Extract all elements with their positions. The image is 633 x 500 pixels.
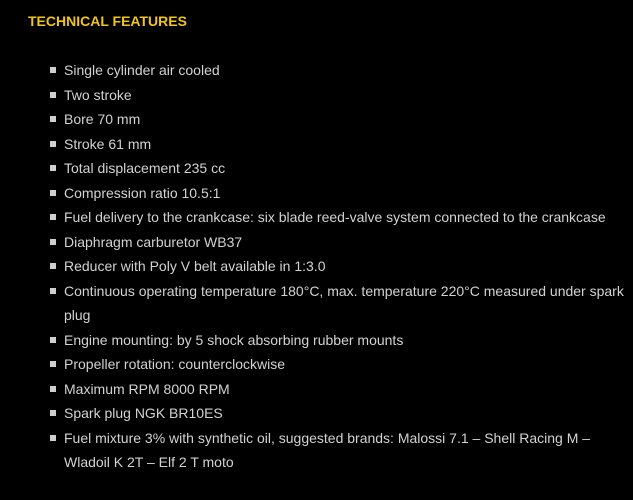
list-item bbox=[50, 426, 625, 475]
list-item-text: Fuel delivery to the crankcase: six blade reed-valve system connected to the crankcase bbox=[64, 209, 606, 225]
list-item bbox=[50, 205, 625, 230]
square-bullet-icon bbox=[50, 116, 56, 122]
list-item-text: Propeller rotation: counterclockwise bbox=[64, 356, 285, 372]
list-item-text: Engine mounting: by 5 shock absorbing rubber mounts bbox=[64, 331, 404, 348]
list-item bbox=[50, 181, 625, 206]
square-bullet-icon bbox=[50, 288, 56, 294]
square-bullet-icon bbox=[50, 92, 56, 98]
list-item bbox=[50, 83, 625, 108]
list-item bbox=[50, 254, 625, 279]
list-item-text: Stroke 61 mm bbox=[64, 135, 152, 152]
list-item bbox=[50, 58, 625, 83]
list-item-text: Single cylinder air cooled bbox=[64, 62, 220, 78]
list-item-text: Maximum RPM 8000 RPM bbox=[64, 380, 230, 397]
square-bullet-icon bbox=[50, 67, 56, 73]
square-bullet-icon bbox=[50, 190, 56, 196]
list-item bbox=[50, 107, 625, 132]
list-item-text: Reducer with Poly V belt available in 1:3.0 bbox=[64, 258, 326, 274]
square-bullet-icon bbox=[50, 386, 56, 392]
square-bullet-icon bbox=[50, 263, 56, 269]
list-item bbox=[50, 377, 625, 402]
section-title: TECHNICAL FEATURES bbox=[28, 13, 187, 29]
list-item bbox=[50, 156, 625, 181]
square-bullet-icon bbox=[50, 337, 56, 343]
list-item-text: Continuous operating temperature 180°C, max. temperature 220°C measured under spark plug bbox=[64, 282, 624, 323]
list-item bbox=[50, 279, 625, 328]
list-item bbox=[50, 230, 625, 255]
list-item-text: Diaphragm carburetor WB37 bbox=[64, 233, 243, 250]
list-item-text: Two stroke bbox=[64, 86, 132, 103]
square-bullet-icon bbox=[50, 361, 56, 367]
features-list bbox=[50, 58, 625, 475]
square-bullet-icon bbox=[50, 214, 56, 220]
list-item bbox=[50, 352, 625, 377]
list-item bbox=[50, 328, 625, 353]
square-bullet-icon bbox=[50, 239, 56, 245]
list-item-text: Spark plug NGK BR10ES bbox=[64, 405, 223, 421]
list-item-text: Fuel mixture 3% with synthetic oil, suggested brands: Malossi 7.1 – Shell Racing M – Wladoil K 2T – Elf 2 T moto bbox=[64, 429, 591, 470]
square-bullet-icon bbox=[50, 165, 56, 171]
square-bullet-icon bbox=[50, 410, 56, 416]
list-item-text: Compression ratio 10.5:1 bbox=[64, 184, 221, 201]
list-item-text: Bore 70 mm bbox=[64, 111, 141, 127]
list-item bbox=[50, 132, 625, 157]
square-bullet-icon bbox=[50, 435, 56, 441]
square-bullet-icon bbox=[50, 141, 56, 147]
list-item bbox=[50, 401, 625, 426]
list-item-text: Total displacement 235 cc bbox=[64, 160, 226, 176]
